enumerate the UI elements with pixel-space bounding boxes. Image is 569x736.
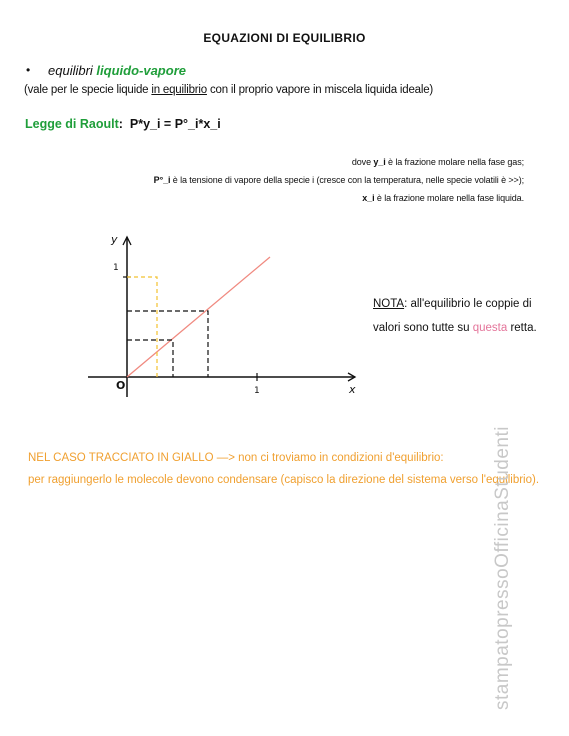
equilibrium-note-text-2: valori sono tutte su bbox=[373, 322, 473, 334]
definition-x bbox=[362, 193, 524, 203]
definition-y bbox=[352, 157, 524, 167]
validity-note-before: (vale per le specie liquide bbox=[24, 84, 152, 96]
equilibrium-note-text-3: retta. bbox=[507, 322, 537, 334]
non-equilibrium-guides bbox=[127, 277, 157, 377]
bullet-highlight: liquido-vapore bbox=[96, 63, 186, 78]
equilibrium-note-line-1 bbox=[373, 292, 553, 316]
definition-x-symbol: x_i bbox=[362, 193, 375, 203]
y-tick-label: 1 bbox=[113, 263, 119, 273]
equilibrium-note-text-1: : all'equilibrio le coppie di bbox=[404, 298, 532, 310]
validity-note-after: con il proprio vapore in miscela liquida ideale) bbox=[206, 84, 434, 96]
definition-y-before: dove bbox=[351, 157, 374, 167]
raoult-law-label: Legge di Raoult bbox=[25, 117, 119, 131]
equilibrium-line bbox=[127, 257, 270, 377]
definition-x-after: è la frazione molare nella fase liquida. bbox=[374, 193, 524, 203]
y-axis-label: y bbox=[111, 233, 118, 246]
equilibrium-note-key: NOTA bbox=[373, 298, 405, 310]
watermark: stampatopressoOfficinaStudenti bbox=[492, 426, 513, 710]
non-equilibrium-note-line-2: per raggiungerlo le molecole devono condensare (capisco la direzione del sistema verso l'equilibrio). bbox=[28, 474, 540, 486]
validity-note bbox=[24, 84, 433, 96]
bullet-heading bbox=[48, 63, 186, 78]
equilibrium-note bbox=[373, 292, 553, 340]
equilibrium-diagram bbox=[80, 225, 370, 405]
definition-y-symbol: y_i bbox=[373, 157, 386, 167]
non-equilibrium-note-line-1: NEL CASO TRACCIATO IN GIALLO —> non ci troviamo in condizioni d'equilibrio: bbox=[28, 452, 444, 464]
bullet-marker: • bbox=[26, 63, 31, 77]
definition-p-symbol: P°_i bbox=[153, 175, 171, 185]
bullet-prefix: equilibri bbox=[48, 63, 97, 78]
definition-y-after: è la frazione molare nella fase gas; bbox=[385, 157, 524, 167]
x-tick-label: 1 bbox=[254, 386, 260, 396]
non-equilibrium-note bbox=[28, 447, 548, 491]
x-axis-label: x bbox=[349, 383, 356, 396]
definition-p bbox=[154, 175, 524, 185]
page-title: EQUAZIONI DI EQUILIBRIO bbox=[203, 31, 366, 45]
equilibrium-note-line-2 bbox=[373, 316, 553, 340]
raoult-law-formula: P*y_i = P°_i*x_i bbox=[129, 117, 221, 131]
raoult-law-separator: : bbox=[118, 117, 123, 131]
equilibrium-note-highlight: questa bbox=[472, 322, 508, 334]
definition-p-after: è la tensione di vapore della specie i (cresce con la temperatura, nelle specie volatili è >>); bbox=[170, 175, 524, 185]
validity-note-underlined: in equilibrio bbox=[151, 84, 207, 96]
origin-label: O bbox=[116, 379, 126, 392]
raoult-law bbox=[25, 117, 221, 131]
